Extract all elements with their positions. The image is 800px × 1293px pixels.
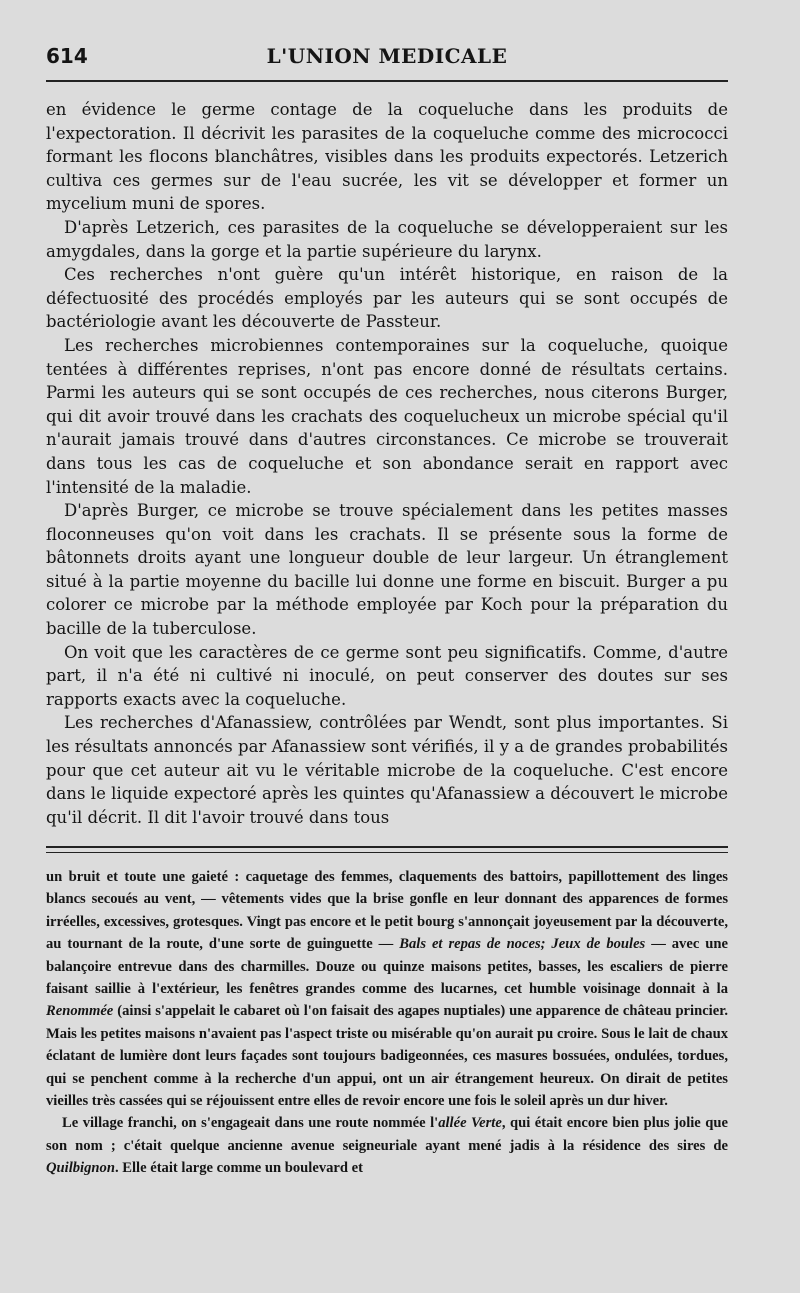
feuilleton-paragraph: [46, 1112, 728, 1179]
page-number: 614: [46, 44, 88, 68]
main-article-text: [46, 98, 728, 829]
paragraph: Les recherches d'Afanassiew, contrôlées par Wendt, sont plus importantes. Si les résultats annoncés par Afanassiew sont vérifiés, il y a de grandes probabilités pour que cet auteur ait vu le véritable microbe de la coqueluche. C'est encore dans le liquide expectoré après les quintes qu'Afanassiew a découvert le microbe qu'il décrit. Il dit l'avoir trouvé dans tous: [46, 713, 728, 827]
feuilleton-divider: [46, 846, 728, 853]
feuilleton-text: [46, 866, 728, 1180]
text-run: . Elle était large comme un boulevard et: [114, 1160, 363, 1177]
italic-run: Quilbignon: [46, 1160, 115, 1177]
text-run: (ainsi s'appelait le cabaret où l'on faisait des agapes nuptiales) une apparence de château princier. Mais les petites maisons n'avaient pas l'aspect triste ou misérable qu'on aurait pu croire. Sous le lait de chaux éclatant de lumière dont leurs façades sont toujours badigeonnées, ces masures bossuées, ondulées, tordues, qui se penchent comme à la recherche d'un appui, ont un air étrangement heureux. On dirait de petites vieilles très cassées qui se réjouissent entre elles de revoir encore une fois le soleil après un dur hiver.: [46, 1003, 728, 1110]
text-run: un bruit et toute une gaieté : caquetage des femmes, claquements des battoirs, papillottement des linges blancs secoués au vent, — vêtements vides que la brise gonfle en leur donnant des apparences de formes irréelles, excessives, grotesques. Vingt pas encore et le petit bourg s'annonçait joyeusement par la découverte, au tournant de la route, d'une sorte de guinguette —: [46, 869, 728, 953]
header-rule: [46, 80, 728, 82]
feuilleton-paragraph: [46, 866, 728, 1112]
journal-title: L'UNION MEDICALE: [266, 44, 508, 68]
italic-run: allée Verte: [438, 1115, 502, 1132]
paragraph: D'après Letzerich, ces parasites de la coqueluche se développeraient sur les amygdales, dans la gorge et la partie supérieure du larynx.: [46, 217, 728, 261]
paragraph: Les recherches microbiennes contemporaines sur la coqueluche, quoique tentées à différentes reprises, n'ont pas encore donné de résultats certains. Parmi les auteurs qui se sont occupés de ces recherches, nous citerons Burger, qui dit avoir trouvé dans les crachats des coquelucheux un microbe spécial qu'il n'aurait jamais trouvé dans d'autres circonstances. Ce microbe se trouverait dans tous les cas de coqueluche et son abondance serait en rapport avec l'intensité de la maladie.: [46, 335, 728, 497]
page-header: [46, 44, 728, 74]
paragraph: Ces recherches n'ont guère qu'un intérêt historique, en raison de la défectuosité des procédés employés par les auteurs qui se sont occupés de bactériologie avant les découverte de Passteur.: [46, 265, 728, 332]
text-run: Le village franchi, on s'engageait dans une route nommée l': [62, 1115, 439, 1132]
italic-run: Renommée: [46, 1003, 114, 1020]
text-run: — avec une balançoire entrevue dans des charmilles. Douze ou quinze maisons petites, basses, les escaliers de pierre faisant saillie à l'extérieur, les fenêtres grandes comme des lucarnes, cet humble voisinage donnait à la: [46, 936, 728, 998]
text-run: , qui était encore bien plus jolie que son nom ; c'était quelque ancienne avenue seigneuriale ayant mené jadis à la résidence des sires de: [46, 1115, 728, 1154]
paragraph: On voit que les caractères de ce germe sont peu significatifs. Comme, d'autre part, il n'a été ni cultivé ni inoculé, on peut conserver des doutes sur ses rapports exacts avec la coqueluche.: [46, 642, 728, 709]
paragraph: en évidence le germe contage de la coqueluche dans les produits de l'expectoration. Il décrivit les parasites de la coqueluche comme des micrococci formant les flocons blanchâtres, visibles dans les produits expectorés. Letzerich cultiva ces germes sur de l'eau sucrée, les vit se développer et former un mycelium muni de spores.: [46, 100, 728, 214]
italic-run: Bals et repas de noces; Jeux de boules: [399, 936, 646, 953]
paragraph: D'après Burger, ce microbe se trouve spécialement dans les petites masses floconneuses qu'on voit dans les crachats. Il se présente sous la forme de bâtonnets droits ayant une longueur double de leur largeur. Un étranglement situé à la partie moyenne du bacille lui donne une forme en biscuit. Burger a pu colorer ce microbe par la méthode employée par Koch pour la préparation du bacille de la tuberculose.: [46, 501, 728, 639]
